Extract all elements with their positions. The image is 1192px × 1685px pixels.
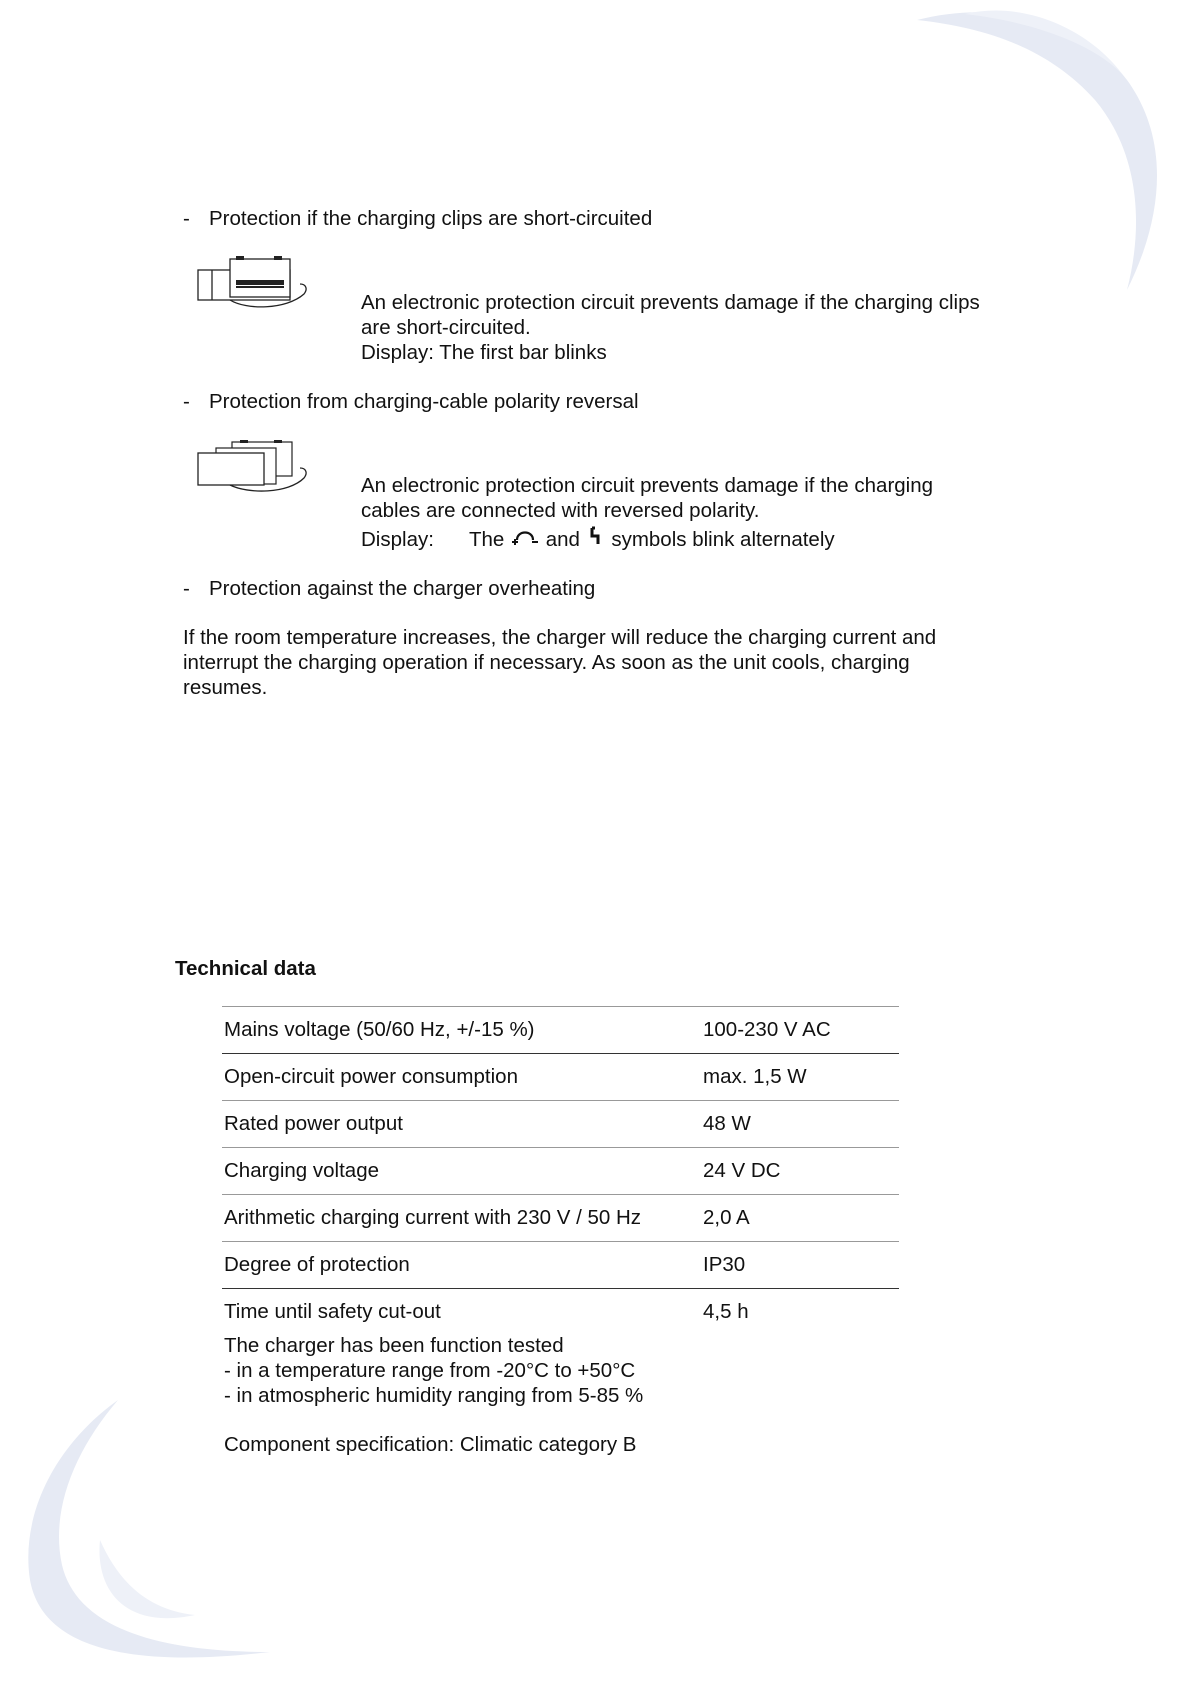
spec-value: 48 W [703, 1112, 751, 1135]
table-row [222, 1007, 899, 1054]
spec-label: Open-circuit power consumption [224, 1065, 518, 1088]
table-row [222, 1242, 899, 1289]
spec-label: Time until safety cut-out [224, 1300, 441, 1323]
bullet-dash: - [183, 577, 190, 600]
display-tail: symbols blink alternately [611, 528, 835, 551]
spec-value: 4,5 h [703, 1300, 749, 1323]
spec-value: max. 1,5 W [703, 1065, 807, 1088]
spec-value: 24 V DC [703, 1159, 781, 1182]
fault-bolt-icon [586, 526, 606, 548]
table-row [222, 1195, 899, 1242]
protection-polarity-title: Protection from charging-cable polarity reversal [209, 390, 639, 413]
spec-label: Charging voltage [224, 1159, 379, 1182]
text-line: cables are connected with reversed polarity. [361, 499, 760, 522]
table-row [222, 1148, 899, 1195]
text-line: are short-circuited. [361, 316, 531, 339]
text-line: Display: The first bar blinks [361, 341, 607, 364]
polarity-reversal-battery-icon [196, 440, 312, 492]
spec-value: 100-230 V AC [703, 1018, 831, 1041]
display-label: Display: [361, 528, 434, 551]
technical-data-table [222, 1006, 899, 1335]
text-line: - in a temperature range from -20°C to +50°C [224, 1359, 636, 1382]
overheat-paragraph [183, 625, 936, 700]
spec-value: 2,0 A [703, 1206, 750, 1229]
text-line: interrupt the charging operation if necessary. As soon as the unit cools, charging [183, 651, 910, 674]
text-line: - in atmospheric humidity ranging from 5-85 % [224, 1384, 644, 1407]
watermark-swoosh-top-right [905, 0, 1192, 290]
spec-label: Rated power output [224, 1112, 403, 1135]
polarity-reverse-icon [510, 526, 540, 548]
bullet-dash: - [183, 207, 190, 230]
text-line: If the room temperature increases, the charger will reduce the charging current and [183, 626, 937, 649]
table-row [222, 1289, 899, 1336]
display-and: and [545, 528, 580, 551]
component-specification: Component specification: Climatic category B [224, 1433, 637, 1456]
technical-data-heading: Technical data [175, 957, 316, 980]
polarity-description [361, 473, 933, 552]
display-line [361, 526, 933, 552]
protection-overheating-title: Protection against the charger overheating [209, 577, 596, 600]
test-notes [224, 1333, 643, 1408]
bullet-dash: - [183, 390, 190, 413]
text-line: resumes. [183, 676, 268, 699]
spec-label: Mains voltage (50/60 Hz, +/-15 %) [224, 1018, 535, 1041]
text-line: An electronic protection circuit prevents damage if the charging clips [361, 291, 980, 314]
table-row [222, 1101, 899, 1148]
text-line: The charger has been function tested [224, 1334, 564, 1357]
spec-label: Arithmetic charging current with 230 V / 50 Hz [224, 1206, 642, 1229]
short-circuit-battery-icon [196, 256, 312, 308]
protection-short-circuit-title: Protection if the charging clips are short-circuited [209, 207, 653, 230]
table-row [222, 1054, 899, 1101]
short-circuit-description [361, 290, 980, 365]
display-the: The [468, 528, 505, 551]
spec-label: Degree of protection [224, 1253, 410, 1276]
text-line: An electronic protection circuit prevents damage if the charging [361, 474, 934, 497]
spec-value: IP30 [703, 1253, 746, 1276]
